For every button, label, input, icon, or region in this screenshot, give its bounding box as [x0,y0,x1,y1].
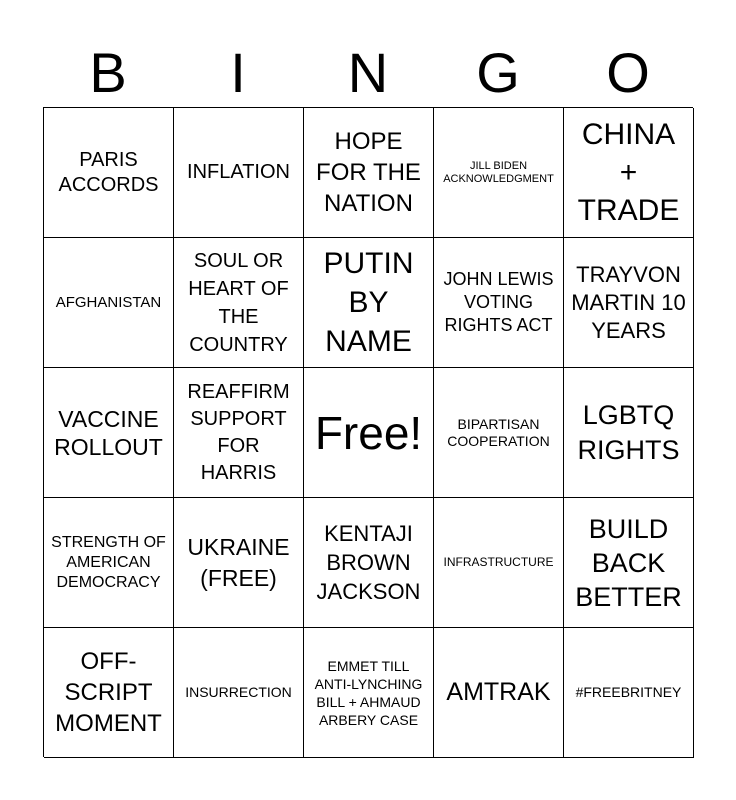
bingo-cell[interactable] [434,498,564,628]
cell-label: HOPE FOR THE NATION [316,128,421,217]
cell-label: STRENGTH OF AMERICAN DEMOCRACY [51,533,166,591]
cell-label: CHINA + TRADE [577,117,680,227]
bingo-cell[interactable] [434,108,564,238]
bingo-cell[interactable] [564,628,694,758]
bingo-cell[interactable] [44,628,174,758]
header-letter-g: G [476,41,520,104]
bingo-cell[interactable] [564,498,694,628]
bingo-cell[interactable] [44,498,174,628]
bingo-cell[interactable] [434,368,564,498]
cell-label: KENTAJI BROWN JACKSON [316,521,421,604]
cell-label: PUTIN BY NAME [323,247,414,358]
cell-label: EMMET TILL ANTI-LYNCHING BILL + AHMAUD ARBERY CASE [314,657,423,728]
bingo-cell[interactable] [174,238,304,368]
cell-label: INFLATION [187,161,290,183]
cell-label: INSURRECTION [185,684,292,700]
bingo-header [43,40,693,106]
bingo-cell[interactable] [304,238,434,368]
cell-label: VACCINE ROLLOUT [54,405,163,460]
free-space-label: Free! [314,406,423,459]
cell-label: REAFFIRM SUPPORT FOR HARRIS [187,380,290,484]
cell-label: UKRAINE (FREE) [187,533,290,591]
cell-label: JOHN LEWIS VOTING RIGHTS ACT [443,269,554,335]
cell-label: LGBTQ RIGHTS [577,399,680,465]
bingo-cell[interactable] [174,498,304,628]
header-letter-i: I [230,41,246,104]
bingo-cell[interactable] [564,108,694,238]
cell-label: TRAYVON MARTIN 10 YEARS [571,261,686,343]
cell-label: OFF-SCRIPT MOMENT [55,648,162,737]
bingo-cell[interactable] [564,368,694,498]
bingo-cell[interactable] [434,628,564,758]
header-letter-n: N [347,41,389,104]
bingo-cell[interactable] [434,238,564,368]
free-space-cell[interactable] [304,368,434,498]
cell-label: BUILD BACK BETTER [575,513,682,612]
bingo-grid [43,107,693,757]
bingo-cell[interactable] [304,628,434,758]
bingo-cell[interactable] [174,368,304,498]
bingo-cell[interactable] [564,238,694,368]
header-letter-o: O [606,41,650,104]
bingo-cell[interactable] [174,628,304,758]
bingo-cell[interactable] [44,108,174,238]
cell-label: INFRASTRUCTURE [443,555,554,569]
cell-label: SOUL OR HEART OF THE COUNTRY [188,249,289,356]
cell-label: JILL BIDEN ACKNOWLEDGMENT [443,159,554,185]
cell-label: #FREEBRITNEY [575,684,682,700]
cell-label: AMTRAK [446,678,551,706]
bingo-cell[interactable] [304,498,434,628]
bingo-cell[interactable] [44,368,174,498]
bingo-cell[interactable] [44,238,174,368]
bingo-cell[interactable] [304,108,434,238]
cell-label: AFGHANISTAN [55,294,162,311]
bingo-cell[interactable] [174,108,304,238]
cell-label: BIPARTISAN COOPERATION [447,415,550,449]
header-letter-b: B [89,41,127,104]
cell-label: PARIS ACCORDS [58,148,159,196]
